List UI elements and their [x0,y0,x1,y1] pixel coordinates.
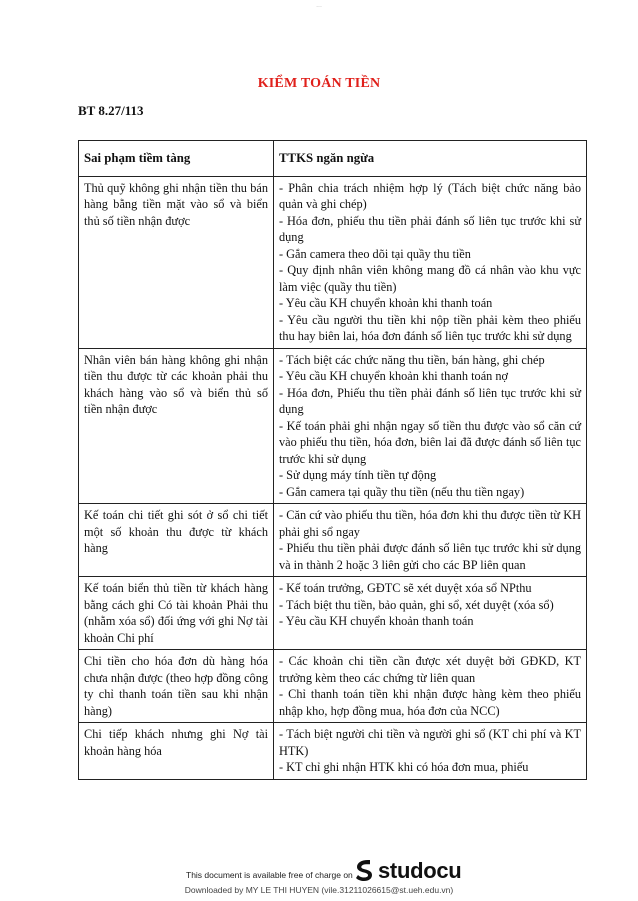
table-row [79,723,587,780]
studocu-logo-icon [354,858,374,884]
controls-cell [274,348,587,504]
top-mark: ... [316,2,322,9]
control-item: - Chỉ thanh toán tiền khi nhận được hàng kèm theo phiếu nhập kho, hợp đồng mua, hóa đơn của NCC) [279,687,581,718]
risk-cell [79,723,274,780]
table-row [79,650,587,723]
control-item: - Yêu cầu người thu tiền khi nộp tiền phải kèm theo phiếu thu hay biên lai, hóa đơn đánh số liên tục trước khi sử dụng [279,312,581,343]
risk-cell [79,650,274,723]
control-item: - Yêu cầu KH chuyển khoản khi thanh toán nợ [279,369,509,383]
control-item: - Tách biệt thu tiền, bảo quản, ghi sổ, xét duyệt (xóa sổ) [279,597,554,612]
control-item: - KT chỉ ghi nhận HTK khi có hóa đơn mua, phiếu [279,760,529,774]
table-row [79,577,587,650]
header-risk: Sai phạm tiềm tàng [79,141,274,177]
control-item: - Kế toán trưởng, GĐTC sẽ xét duyệt xóa sổ NPthu [279,581,532,595]
risk-cell [79,577,274,650]
control-item: - Hóa đơn, Phiếu thu tiền phải đánh số liên tục trước khi sử dụng [279,385,581,416]
control-item: - Phiếu thu tiền phải được đánh số liên tục trước khi sử dụng và in thành 2 hoặc 3 liên gửi cho các BP liên quan [279,541,581,572]
header-controls: TTKS ngăn ngừa [274,141,587,177]
risk-text: Kế toán chi tiết ghi sót ở sổ chi tiết một số khoản thu được từ khách hàng [84,508,268,555]
control-item: - Tách biệt người chi tiền và người ghi sổ (KT chi phí và KT HTK) [279,727,581,758]
control-item: - Các khoản chi tiền cần được xét duyệt bởi GĐKD, KT trưởng kèm theo các chứng từ liên quan [279,654,581,685]
control-item: - Yêu cầu KH chuyển khoản thanh toán [279,614,474,628]
table-row [79,348,587,504]
downloaded-by-notice: Downloaded by MY LE THI HUYEN (vile.31211026615@st.ueh.edu.vn) [184,885,454,895]
availability-notice: This document is available free of charge on [186,870,353,880]
table-row [79,504,587,577]
table-header-row [79,141,587,177]
risk-cell [79,504,274,577]
studocu-brand[interactable] [354,858,461,884]
risk-text: Kế toán biển thủ tiền từ khách hàng bằng cách ghi Có tài khoản Phải thu (nhằm xóa sổ) đối ứng với ghi Nợ tài khoản Chi phí [84,581,268,645]
control-item: - Yêu cầu KH chuyển khoản khi thanh toán [279,296,493,310]
risk-cell [79,348,274,504]
brand-name: studocu [378,858,462,883]
control-item: - Gắn camera theo dõi tại quầy thu tiền [279,246,471,261]
control-item: - Phân chia trách nhiệm hợp lý (Tách biệt chức năng bảo quản và ghi chép) [279,180,581,211]
control-item: - Quy định nhân viên không mang đồ cá nhân vào khu vực làm việc (quầy thu tiền) [279,263,581,294]
control-item: - Kế toán phải ghi nhận ngay số tiền thu được vào sổ căn cứ vào phiếu thu tiền, hóa đơn, biên lai đã được đánh số liên tục trước khi sử dụng [279,418,581,466]
control-item: - Tách biệt các chức năng thu tiền, bán hàng, ghi chép [279,352,545,367]
risk-text: Nhân viên bán hàng không ghi nhận tiền thu được từ các khoản phải thu khách hàng vào sổ và biển thủ số tiền nhận được [84,352,268,416]
risk-text: Chi tiếp khách nhưng ghi Nợ tài khoản hàng hóa [84,727,268,758]
controls-cell [274,176,587,348]
risk-text: Thủ quỹ không ghi nhận tiền thu bán hàng bằng tiền mặt vào sổ và biển thủ số tiền nhận được [84,180,268,228]
control-item: - Sử dụng máy tính tiền tự động [279,468,437,482]
controls-cell [274,504,587,577]
control-item: - Hóa đơn, phiếu thu tiền phải đánh số liên tục trước khi sử dụng [279,213,581,244]
document-title: KIỂM TOÁN TIỀN [257,76,381,91]
control-item: - Căn cứ vào phiếu thu tiền, hóa đơn khi thu được tiền từ KH phải ghi sổ ngay [279,508,581,539]
controls-cell [274,577,587,650]
risk-text: Chi tiền cho hóa đơn dù hàng hóa chưa nhận được (theo hợp đồng công ty chỉ thanh toán tiền sau khi nhận hàng) [84,654,268,718]
control-item: - Gắn camera tại quầy thu tiền (nếu thu tiền ngay) [279,484,525,499]
exercise-label: BT 8.27/113 [78,103,144,118]
table-row [79,176,587,348]
controls-cell [274,723,587,780]
risk-controls-table [78,140,587,780]
risk-cell [79,176,274,348]
controls-cell [274,650,587,723]
